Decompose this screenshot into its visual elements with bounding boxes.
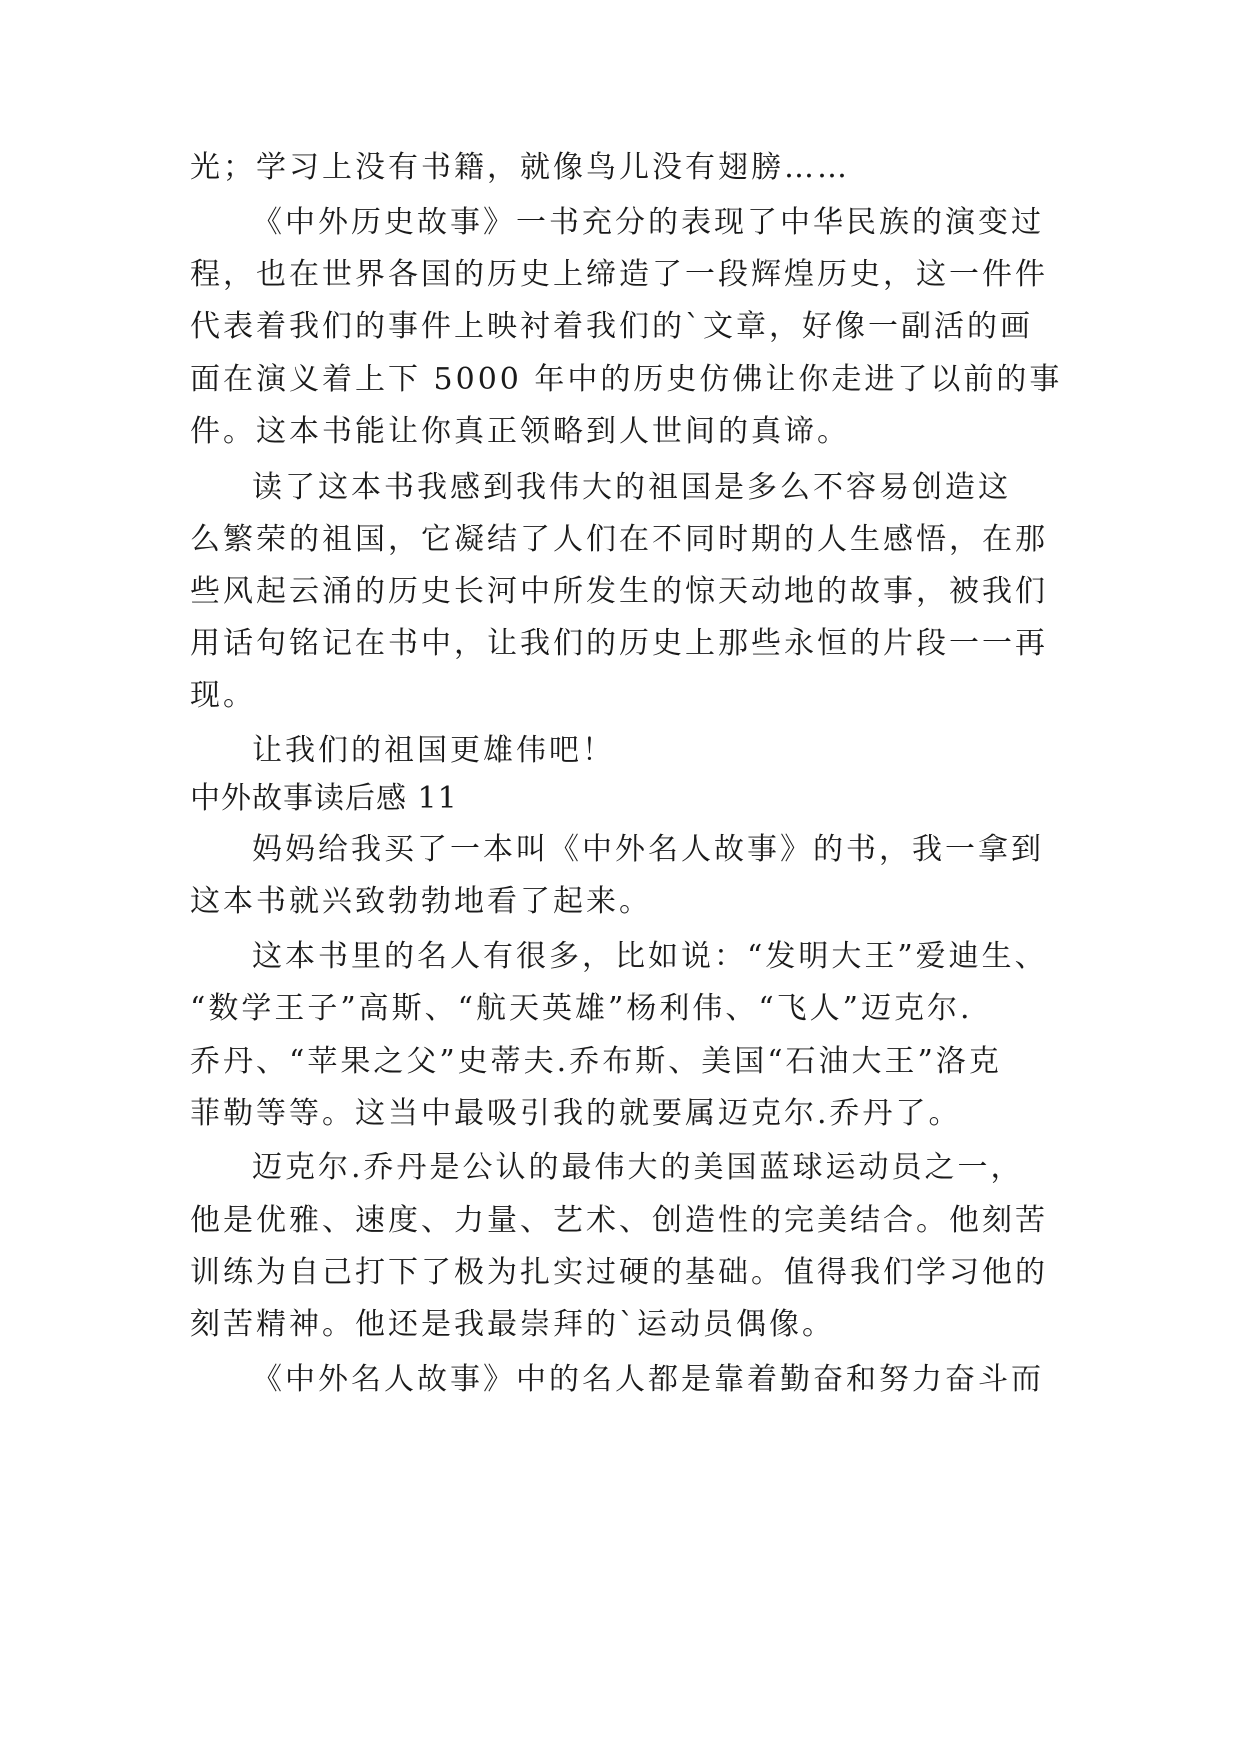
text-line: 用话句铭记在书中，让我们的历史上那些永恒的片段一一再 <box>190 626 1048 661</box>
text-line: 面在演义着上下 5000 年中的历史仿佛让你走进了以前的事 <box>190 362 1063 397</box>
text-line: 代表着我们的事件上映衬着我们的`文章，好像一副活的画 <box>190 309 1033 344</box>
paragraph-start-line: 《中外名人故事》中的名人都是靠着勤奋和努力奋斗而 <box>252 1362 1044 1397</box>
paragraph-start-line: 妈妈给我买了一本叫《中外名人故事》的书，我一拿到 <box>252 832 1044 867</box>
text-line: 菲勒等等。这当中最吸引我的就要属迈克尔.乔丹了。 <box>190 1096 962 1131</box>
text-line: 训练为自己打下了极为扎实过硬的基础。值得我们学习他的 <box>190 1255 1048 1290</box>
section-heading: 中外故事读后感 11 <box>190 781 458 816</box>
paragraph-start-line: 《中外历史故事》一书充分的表现了中华民族的演变过 <box>252 205 1044 240</box>
text-line: 这本书就兴致勃勃地看了起来。 <box>190 884 652 919</box>
paragraph-start-line: 读了这本书我感到我伟大的祖国是多么不容易创造这 <box>252 470 1011 505</box>
text-line: 现。 <box>190 678 256 713</box>
text-line: 光；学习上没有书籍，就像鸟儿没有翅膀…… <box>190 150 850 185</box>
text-line: “数学王子”高斯、“航天英雄”杨利伟、“飞人”迈克尔. <box>190 991 973 1026</box>
text-line: 么繁荣的祖国，它凝结了人们在不同时期的人生感悟，在那 <box>190 522 1048 557</box>
text-line: 些风起云涌的历史长河中所发生的惊天动地的故事，被我们 <box>190 574 1048 609</box>
paragraph-start-line: 这本书里的名人有很多，比如说：“发明大王”爱迪生、 <box>252 939 1048 974</box>
paragraph-start-line: 让我们的祖国更雄伟吧！ <box>252 733 615 768</box>
text-line: 程，也在世界各国的历史上缔造了一段辉煌历史，这一件件 <box>190 257 1048 292</box>
text-line: 件。这本书能让你真正领略到人世间的真谛。 <box>190 414 850 449</box>
paragraph-start-line: 迈克尔.乔丹是公认的最伟大的美国蓝球运动员之一， <box>252 1150 1024 1185</box>
text-line: 他是优雅、速度、力量、艺术、创造性的完美结合。他刻苦 <box>190 1203 1048 1238</box>
text-line: 刻苦精神。他还是我最崇拜的`运动员偶像。 <box>190 1307 835 1342</box>
text-line: 乔丹、“苹果之父”史蒂夫.乔布斯、美国“石油大王”洛克 <box>190 1044 1002 1079</box>
